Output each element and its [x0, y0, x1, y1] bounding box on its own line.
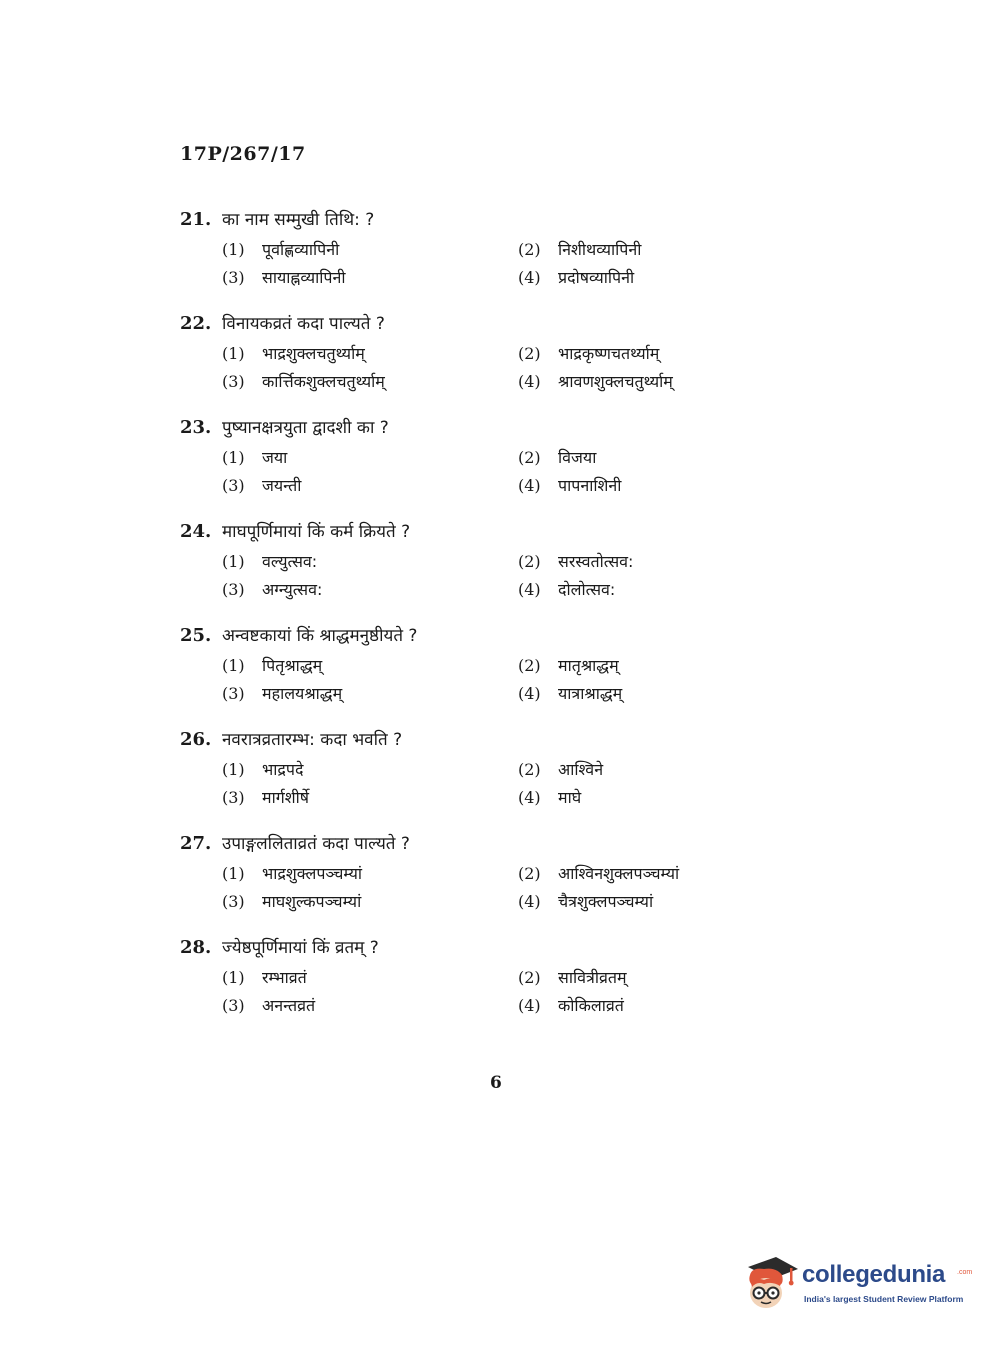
option-text: कोकिलाव्रतं	[558, 996, 624, 1015]
paper-code: 17P/267/17	[180, 143, 306, 165]
question-number: 21.	[180, 209, 212, 230]
question-text: उपाङ्गललिताव्रतं कदा पाल्यते ?	[222, 834, 410, 854]
collegedunia-logo[interactable]	[742, 1249, 972, 1313]
option-3	[222, 890, 361, 912]
question-28	[180, 935, 740, 1039]
option-1	[222, 862, 362, 884]
option-number: (3)	[222, 268, 245, 287]
question-line	[180, 415, 389, 438]
option-number: (4)	[518, 268, 541, 287]
option-number: (3)	[222, 684, 245, 703]
option-text: अग्न्युत्सव:	[262, 580, 323, 599]
option-number: (3)	[222, 372, 245, 391]
option-4	[518, 682, 622, 704]
option-number: (2)	[518, 968, 541, 987]
option-1	[222, 966, 307, 988]
option-number: (4)	[518, 788, 541, 807]
option-number: (4)	[518, 580, 541, 599]
option-2	[518, 550, 633, 572]
logo-domain-suffix: .com	[957, 1269, 973, 1276]
question-text: अन्वष्टकायां किं श्राद्धमनुष्ठीयते ?	[222, 626, 418, 646]
option-text: कार्त्तिकशुक्लचतुर्थ्याम्	[262, 372, 385, 391]
option-text: माघे	[558, 788, 582, 807]
option-number: (2)	[518, 552, 541, 571]
option-1	[222, 550, 317, 572]
option-1	[222, 238, 339, 260]
option-text: विजया	[558, 448, 597, 467]
option-text: जयन्ती	[262, 476, 302, 495]
question-22	[180, 311, 740, 415]
question-number: 27.	[180, 833, 212, 854]
option-number: (4)	[518, 476, 541, 495]
option-1	[222, 446, 287, 468]
option-number: (2)	[518, 656, 541, 675]
option-text: आश्विने	[558, 760, 604, 779]
option-2	[518, 654, 619, 676]
option-text: भाद्रपदे	[262, 760, 304, 779]
option-4	[518, 370, 673, 392]
question-number: 24.	[180, 521, 212, 542]
option-3	[222, 786, 309, 808]
question-24	[180, 519, 740, 623]
question-text: पुष्यानक्षत्रयुता द्वादशी का ?	[222, 418, 389, 438]
option-2	[518, 966, 627, 988]
option-2	[518, 238, 641, 260]
option-text: रम्भाव्रतं	[262, 968, 307, 987]
option-2	[518, 446, 596, 468]
option-text: सरस्वतोत्सव:	[558, 552, 634, 571]
option-4	[518, 474, 621, 496]
option-text: जया	[262, 448, 288, 467]
question-text: माघपूर्णिमायां किं कर्म क्रियते ?	[222, 522, 411, 542]
graduate-mascot-icon	[742, 1253, 800, 1311]
option-4	[518, 994, 624, 1016]
option-number: (3)	[222, 996, 245, 1015]
option-number: (1)	[222, 448, 245, 467]
option-1	[222, 654, 322, 676]
option-text: भाद्रकृष्णचतर्थ्याम्	[558, 344, 660, 363]
option-3	[222, 994, 315, 1016]
option-number: (4)	[518, 372, 541, 391]
option-text: पितृश्राद्धम्	[262, 656, 323, 675]
logo-tagline: India's largest Student Review Platform	[804, 1294, 964, 1304]
option-text: चैत्रशुक्लपञ्चम्यां	[558, 892, 654, 911]
option-text: निशीथव्यापिनी	[558, 240, 642, 259]
question-text: ज्येष्ठपूर्णिमायां किं व्रतम् ?	[222, 938, 379, 958]
option-4	[518, 266, 634, 288]
option-text: भाद्रशुक्लचतुर्थ्याम्	[262, 344, 365, 363]
option-text: मार्गशीर्षे	[262, 788, 309, 807]
question-line	[180, 623, 417, 646]
question-number: 25.	[180, 625, 212, 646]
option-number: (1)	[222, 344, 245, 363]
option-number: (3)	[222, 788, 245, 807]
option-number: (3)	[222, 476, 245, 495]
option-2	[518, 758, 603, 780]
question-list	[180, 207, 740, 1039]
question-27	[180, 831, 740, 935]
question-23	[180, 415, 740, 519]
option-number: (3)	[222, 892, 245, 911]
question-line	[180, 935, 379, 958]
option-number: (2)	[518, 448, 541, 467]
option-text: वल्युत्सव:	[262, 552, 318, 571]
option-3	[222, 474, 301, 496]
question-line	[180, 311, 385, 334]
option-text: दोलोत्सव:	[558, 580, 616, 599]
option-number: (1)	[222, 760, 245, 779]
option-number: (4)	[518, 996, 541, 1015]
option-text: सावित्रीव्रतम्	[558, 968, 627, 987]
option-text: यात्राश्राद्धम्	[558, 684, 623, 703]
question-25	[180, 623, 740, 727]
option-text: श्रावणशुक्लचतुर्थ्याम्	[558, 372, 673, 391]
question-line	[180, 519, 410, 542]
option-1	[222, 758, 303, 780]
question-number: 28.	[180, 937, 212, 958]
question-text: का नाम सम्मुखी तिथि: ?	[222, 210, 375, 230]
option-2	[518, 342, 659, 364]
option-number: (1)	[222, 240, 245, 259]
question-number: 22.	[180, 313, 212, 334]
option-3	[222, 578, 322, 600]
option-text: माघशुल्कपञ्चम्यां	[262, 892, 362, 911]
option-4	[518, 786, 581, 808]
option-number: (4)	[518, 892, 541, 911]
option-text: अनन्तव्रतं	[262, 996, 316, 1015]
option-3	[222, 370, 385, 392]
option-text: पूर्वाह्णव्यापिनी	[262, 240, 340, 259]
question-text: विनायकव्रतं कदा पाल्यते ?	[222, 314, 385, 334]
option-4	[518, 890, 653, 912]
option-number: (1)	[222, 552, 245, 571]
option-4	[518, 578, 615, 600]
option-number: (3)	[222, 580, 245, 599]
option-text: पापनाशिनी	[558, 476, 622, 495]
option-number: (1)	[222, 656, 245, 675]
logo-wordmark: collegedunia	[802, 1261, 946, 1288]
option-number: (2)	[518, 344, 541, 363]
option-2	[518, 862, 679, 884]
question-line	[180, 207, 374, 230]
option-3	[222, 266, 346, 288]
option-3	[222, 682, 342, 704]
question-21	[180, 207, 740, 311]
option-1	[222, 342, 365, 364]
option-number: (4)	[518, 684, 541, 703]
question-text: नवरात्रव्रतारम्भ: कदा भवति ?	[222, 730, 403, 750]
option-number: (1)	[222, 968, 245, 987]
option-number: (1)	[222, 864, 245, 883]
option-text: प्रदोषव्यापिनी	[558, 268, 635, 287]
question-number: 26.	[180, 729, 212, 750]
question-line	[180, 831, 410, 854]
option-text: आश्विनशुक्लपञ्चम्यां	[558, 864, 680, 883]
question-number: 23.	[180, 417, 212, 438]
option-number: (2)	[518, 760, 541, 779]
question-line	[180, 727, 402, 750]
question-26	[180, 727, 740, 831]
option-text: मातृश्राद्धम्	[558, 656, 619, 675]
option-text: सायाह्नव्यापिनी	[262, 268, 346, 287]
option-text: महालयश्राद्धम्	[262, 684, 343, 703]
page-number: 6	[490, 1073, 502, 1093]
option-text: भाद्रशुक्लपञ्चम्यां	[262, 864, 363, 883]
option-number: (2)	[518, 864, 541, 883]
option-number: (2)	[518, 240, 541, 259]
